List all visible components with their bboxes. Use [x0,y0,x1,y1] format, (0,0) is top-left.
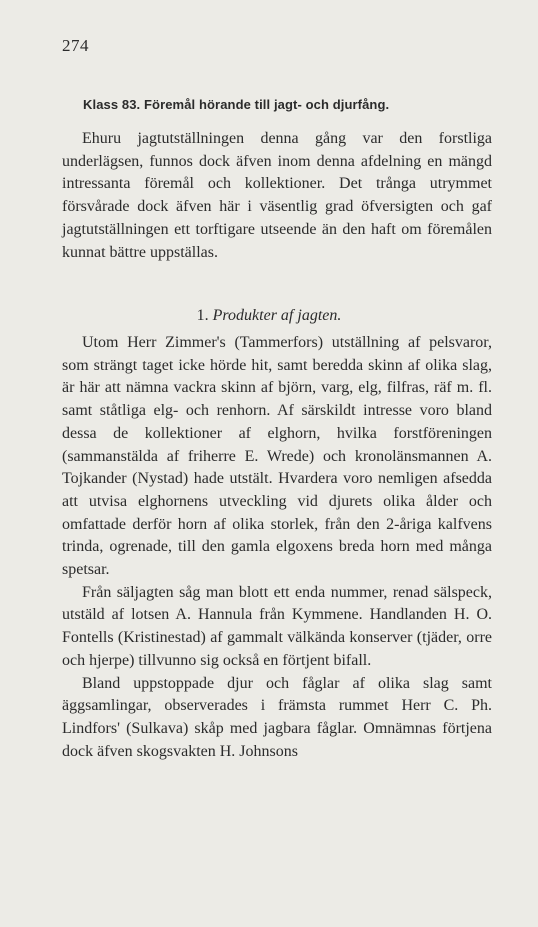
paragraph: Från säljagten såg man blott ett enda nummer, renad sälspeck, utstäld af lotsen A. Hannula från Kymmene. Handlanden H. O. Fontells (Kristinestad) af gammalt välkända konserver (tjäder, orre och hjerpe) tillvunno sig också en förtjent bifall. [62,583,492,669]
subsection-number: 1. [196,307,209,324]
intro-paragraph [62,128,492,264]
intro-paragraph-text: Ehuru jagtutställningen denna gång var den forstliga underlägsen, funnos dock äfven inom denna afdelning en mängd intressanta föremål och kollektioner. Det trånga utrymmet försvårade dock äfven här i väsentlig grad öfversigten och gaf jagtutställningen ett torftigare utseende än den haft om föremålen kunnat bättre uppställas. [62,130,492,261]
subsection-title: Produkter af jagten. [212,307,342,324]
section-body [62,332,492,763]
page-number: 274 [62,36,89,55]
paragraph: Utom Herr Zimmer's (Tammerfors) utställning af pelsvaror, som strängt taget icke hörde hit, samt beredda skinn af olika slag, är här att nämna vackra skinn af björn, varg, elg, filfras, räf m. fl. samt ståtliga elg- och renhorn. Af särskildt intresse voro bland dessa de kollektioner af elghorn, hvilka forstföreningen (sammanstälda af friherre E. Wrede) och kronolänsmannen A. Tojkander (Nystad) hade utstält. Hvardera voro nemligen afsedda att utvisa elghornens utveckling vid djurets olika ålder och omfattade derför horn af olika storlek, från den 2-åriga kalfvens trinda, ogrenade, till den gamla elgoxens breda horn med många spetsar. [62,334,492,579]
subsection-heading [0,307,538,325]
class-heading: Klass 83. Föremål hörande till jagt- och djurfång. [83,97,390,112]
paragraph: Bland uppstoppade djur och fåglar af olika slag samt äggsamlingar, observerades i främsta rummet Herr C. Ph. Lindfors' (Sulkava) skåp med jagbara fåglar. Omnämnas förtjena dock äfven skogsvakten H. Johnsons [62,674,492,760]
